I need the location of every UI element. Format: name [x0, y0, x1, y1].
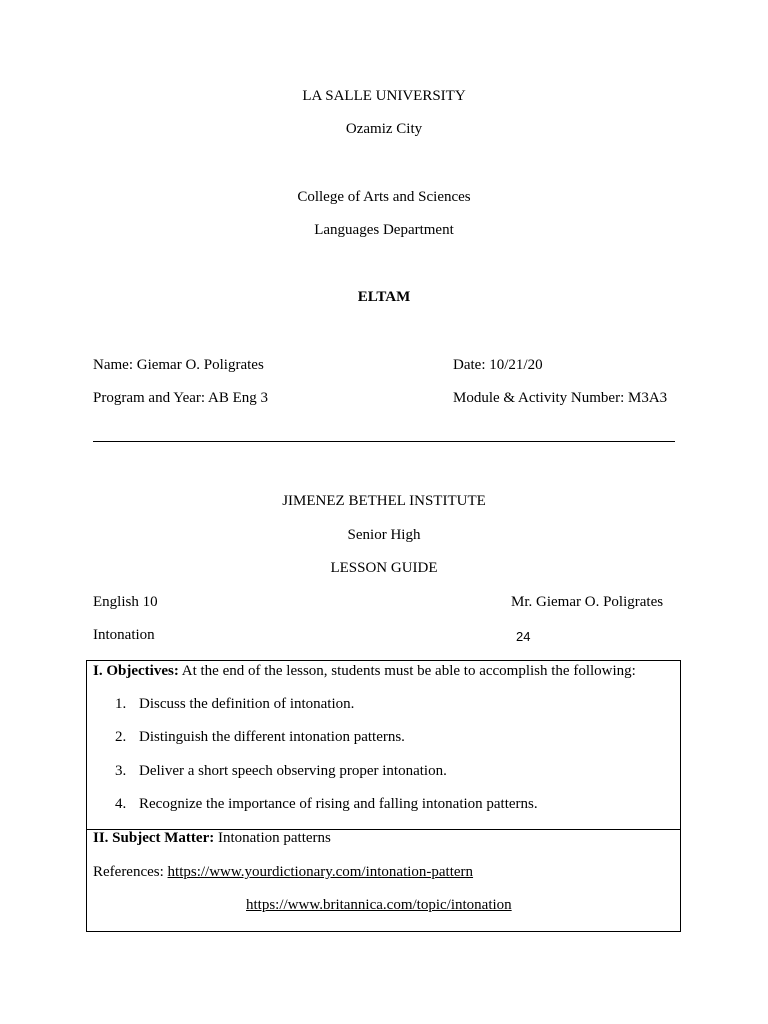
- course-title: ELTAM: [357, 289, 411, 305]
- objective-number: 4.: [115, 796, 127, 812]
- objectives-section: [86, 660, 681, 830]
- lesson-guide-title: LESSON GUIDE: [330, 560, 438, 576]
- objective-number: 2.: [115, 729, 127, 745]
- references-line-2: [246, 897, 512, 914]
- student-name: Name: Giemar O. Poligrates: [93, 357, 264, 373]
- university-name: LA SALLE UNIVERSITY: [302, 88, 466, 104]
- objective-number: 3.: [115, 763, 127, 779]
- objective-text: Distinguish the different intonation patterns.: [139, 729, 405, 745]
- college-name: College of Arts and Sciences: [297, 189, 471, 205]
- objective-text: Deliver a short speech observing proper intonation.: [139, 763, 447, 779]
- reference-link-yourdictionary[interactable]: https://www.yourdictionary.com/intonation-pattern: [167, 864, 474, 880]
- module-activity: Module & Activity Number: M3A3: [453, 390, 668, 406]
- teacher-name: Mr. Giemar O. Poligrates: [511, 594, 664, 610]
- divider-line: [93, 441, 675, 442]
- department-name: Languages Department: [314, 222, 454, 238]
- references-line: [93, 864, 473, 881]
- subject-matter-heading: [93, 830, 331, 847]
- reference-link-britannica[interactable]: https://www.britannica.com/topic/intonation: [246, 897, 512, 913]
- objective-text: Recognize the importance of rising and falling intonation patterns.: [139, 796, 538, 812]
- program-year: Program and Year: AB Eng 3: [93, 390, 268, 406]
- lesson-topic: Intonation: [93, 627, 155, 643]
- school-level: Senior High: [347, 527, 421, 543]
- subject-name: English 10: [93, 594, 158, 610]
- submission-date: Date: 10/21/20: [453, 357, 543, 373]
- objective-text: Discuss the definition of intonation.: [139, 696, 355, 712]
- subject-matter-label: II. Subject Matter:: [93, 830, 215, 846]
- objective-number: 1.: [115, 696, 127, 712]
- city-name: Ozamiz City: [345, 121, 423, 137]
- references-label: References:: [93, 864, 164, 880]
- subject-matter-value: Intonation patterns: [217, 830, 331, 846]
- subject-matter-section: [86, 829, 681, 932]
- objectives-label: I. Objectives:: [93, 663, 179, 679]
- page-number: 24: [516, 629, 531, 644]
- objectives-intro: At the end of the lesson, students must be able to accomplish the following:: [181, 663, 636, 679]
- objectives-heading: [93, 663, 636, 680]
- institute-name: JIMENEZ BETHEL INSTITUTE: [282, 493, 486, 509]
